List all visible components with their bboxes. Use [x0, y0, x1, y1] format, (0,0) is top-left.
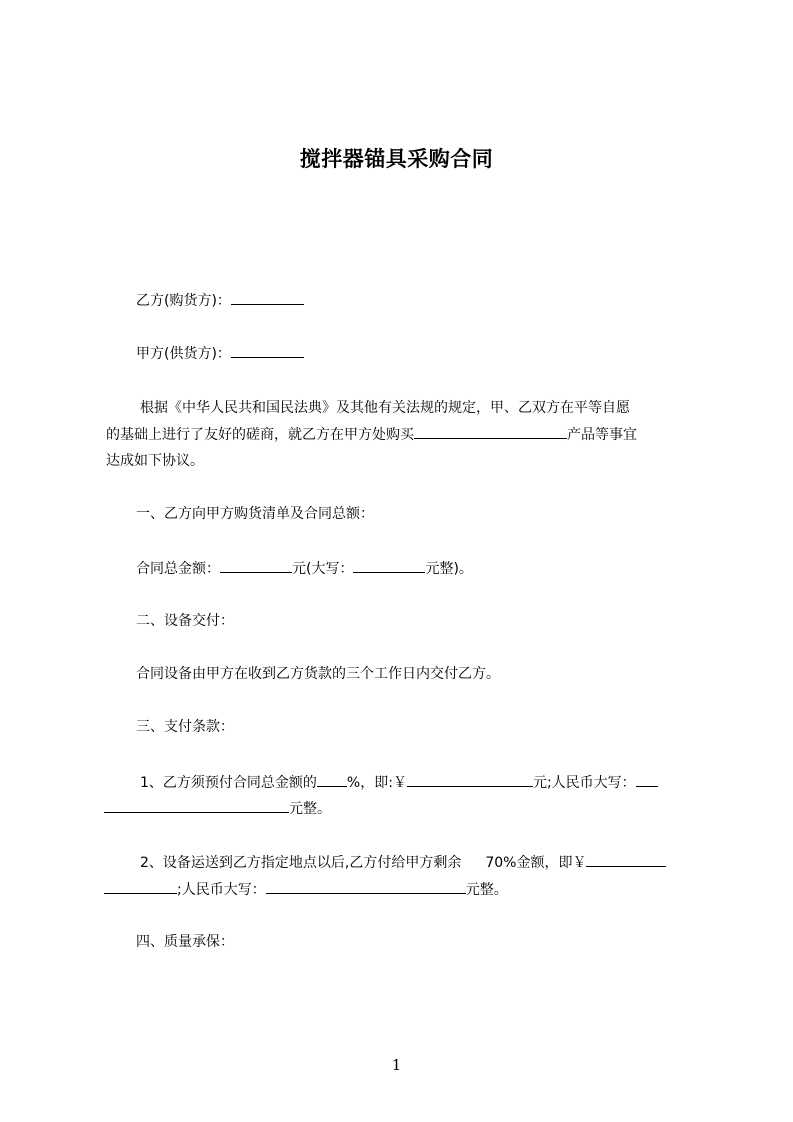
buyer-line: [136, 290, 304, 311]
intro-text-3: 达成如下协议。: [106, 453, 204, 469]
total-capital-label: 元(大写：: [292, 561, 354, 577]
prepay-label: 1、乙方须预付合同总金额的: [140, 775, 317, 791]
total-amount-label: 合同总金额：: [136, 561, 220, 577]
payment-item-1-line-1: [140, 772, 658, 793]
intro-line-3: [106, 451, 204, 471]
product-blank: [414, 424, 567, 439]
prepay-capital-blank-1: [636, 772, 658, 787]
section-3-heading: [136, 717, 234, 737]
intro-text-1: 根据《中华人民共和国民法典》及其他有关法规的规定，甲、乙双方在平等自愿: [140, 400, 630, 416]
section-2-heading: [136, 611, 234, 631]
section-4-heading-text: 四、质量承保：: [136, 934, 234, 950]
intro-text-2b: 产品等事宜: [567, 427, 637, 443]
prepay-suffix: 元整。: [289, 801, 331, 817]
balance-amount-blank-2: [104, 879, 177, 894]
section-4-heading: [136, 932, 234, 952]
section-1-heading-text: 一、乙方向甲方购货清单及合同总额：: [136, 506, 374, 522]
section-3-heading-text: 三、支付条款：: [136, 719, 234, 735]
document-title: 搅拌器锚具采购合同: [299, 147, 494, 171]
contract-total-line: [136, 558, 473, 579]
prepay-amount-label: %，即:￥: [346, 775, 407, 791]
intro-line-2: [106, 424, 637, 445]
buyer-blank: [231, 290, 304, 305]
buyer-label: 乙方(购货方)：: [136, 293, 231, 309]
section-1-heading: [136, 504, 374, 524]
seller-label: 甲方(供货方)：: [136, 346, 231, 362]
section-2-heading-text: 二、设备交付：: [136, 613, 234, 629]
balance-suffix: 元整。: [465, 882, 508, 898]
balance-amount-blank-1: [586, 852, 666, 867]
balance-amount-label: 70%金额，即￥: [485, 855, 587, 871]
prepay-capital-label: 元;人民币大写：: [532, 775, 636, 791]
total-amount-blank: [220, 558, 292, 573]
seller-line: [136, 343, 304, 364]
seller-blank: [231, 343, 304, 358]
page-number: 1: [391, 1056, 402, 1074]
prepay-amount-blank: [407, 772, 533, 787]
prepay-capital-blank-2: [104, 798, 289, 813]
delivery-text: 合同设备由甲方在收到乙方货款的三个工作日内交付乙方。: [136, 666, 500, 682]
balance-label: 2、设备运送到乙方指定地点以后,乙方付给甲方剩余: [140, 855, 462, 871]
payment-item-2-line-2: [104, 879, 508, 900]
section-2-text: [136, 664, 500, 684]
total-amount-suffix: 元整)。: [425, 561, 473, 577]
payment-item-1-line-2: [104, 798, 331, 819]
intro-text-2a: 的基础上进行了友好的磋商，就乙方在甲方处购买: [106, 427, 414, 443]
payment-item-2-line-1: [140, 852, 666, 873]
balance-capital-blank: [266, 879, 466, 894]
balance-capital-label: ;人民币大写：: [177, 882, 266, 898]
prepay-percent-blank: [317, 772, 347, 787]
intro-line-1: [140, 398, 630, 418]
total-capital-blank: [353, 558, 425, 573]
